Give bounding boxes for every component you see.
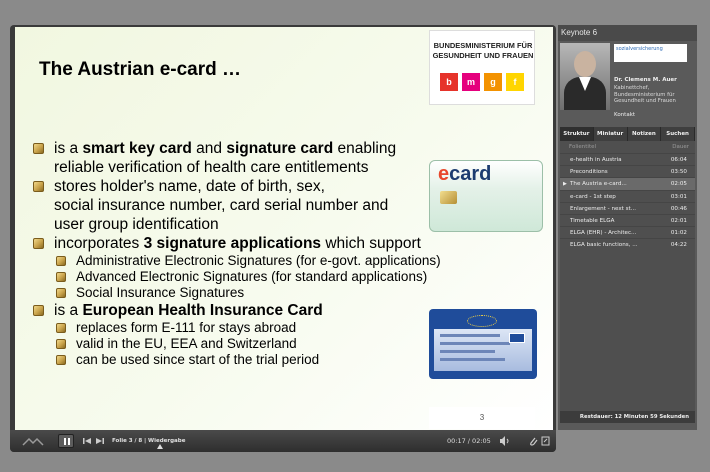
outline-row[interactable] bbox=[560, 190, 695, 202]
sidebar-title: Keynote 6 bbox=[558, 25, 697, 41]
ecard-image bbox=[429, 160, 543, 232]
eu-flag-icon bbox=[509, 333, 525, 343]
volume-icon[interactable] bbox=[499, 436, 509, 446]
outline-row-duration: 01:02 bbox=[670, 230, 687, 237]
bullet-item: is a smart key card and signature card enabling bbox=[33, 139, 441, 158]
outline-row[interactable] bbox=[560, 153, 695, 165]
bullet-item: Social Insurance Signatures bbox=[33, 285, 441, 301]
tab-struktur[interactable]: Struktur bbox=[560, 127, 594, 141]
player-controls bbox=[10, 430, 556, 452]
bullet-item: can be used since start of the trial period bbox=[33, 352, 441, 368]
outline-row[interactable] bbox=[560, 177, 695, 189]
outline-header-duration: Dauer bbox=[672, 144, 689, 150]
bullet-item: social insurance number, card serial number and bbox=[54, 197, 389, 214]
outline-row-duration: 04:22 bbox=[670, 242, 687, 249]
contact-link[interactable]: Kontakt bbox=[614, 112, 636, 118]
pause-button[interactable] bbox=[58, 434, 74, 448]
outline-row[interactable] bbox=[560, 238, 695, 250]
tab-miniatur[interactable]: Miniatur bbox=[594, 127, 628, 141]
outline-row-duration: 03:50 bbox=[670, 169, 687, 176]
bullet-item: reliable verification of health care entitlements bbox=[54, 159, 369, 176]
outline-row-duration: 02:01 bbox=[670, 217, 687, 224]
slide-canvas bbox=[15, 27, 553, 430]
sidebar-tabs bbox=[560, 127, 695, 141]
outline-header bbox=[560, 141, 695, 153]
outline-row-title: Timetable ELGA bbox=[570, 217, 615, 224]
bullet-square-icon bbox=[56, 355, 66, 365]
current-slide-arrow-icon: ▶ bbox=[563, 181, 567, 188]
outline-row-duration: 00:46 bbox=[670, 205, 687, 212]
bullet-item: is a European Health Insurance Card bbox=[33, 301, 441, 320]
slide-number: 3 bbox=[429, 407, 535, 429]
logo-letter-m: m bbox=[462, 73, 480, 91]
player-logo-icon bbox=[22, 437, 44, 446]
slide-title: The Austrian e-card … bbox=[39, 59, 242, 80]
outline-row-title: Preconditions bbox=[570, 169, 608, 176]
outline-row[interactable] bbox=[560, 214, 695, 226]
bullet-item: Advanced Electronic Signatures (for standard applications) bbox=[33, 269, 441, 285]
timeline-marker-icon[interactable] bbox=[157, 444, 163, 449]
next-slide-button[interactable] bbox=[96, 438, 104, 444]
speaker-photo bbox=[560, 43, 610, 110]
logo-letter-f: f bbox=[506, 73, 524, 91]
organisation-logo: sozialversicherung bbox=[614, 44, 687, 62]
bullet-item: incorporates 3 signature applications which support bbox=[33, 234, 441, 253]
outline-rows bbox=[560, 153, 695, 251]
bullet-square-icon bbox=[33, 143, 44, 154]
bullet-square-icon bbox=[56, 339, 66, 349]
bullet-square-icon bbox=[56, 256, 66, 266]
bullet-item: Administrative Electronic Signatures (for e-govt. applications) bbox=[33, 253, 441, 269]
playback-time: 00:17 / 02:05 bbox=[447, 437, 491, 445]
ministry-logo-text: BUNDESMINISTERIUM FÜR GESUNDHEIT UND FRAUEN bbox=[432, 41, 534, 60]
outline-row-title: e-card - 1st step bbox=[570, 193, 616, 200]
slide-outline bbox=[560, 141, 695, 421]
outline-row-duration: 02:05 bbox=[670, 181, 687, 188]
outline-row-duration: 06:04 bbox=[670, 157, 687, 163]
outline-row[interactable] bbox=[560, 165, 695, 177]
bullet-item: valid in the EU, EEA and Switzerland bbox=[33, 336, 441, 352]
outline-row[interactable] bbox=[560, 202, 695, 214]
tab-notizen[interactable]: Notizen bbox=[628, 127, 662, 141]
tab-suchen[interactable]: Suchen bbox=[661, 127, 695, 141]
outline-header-title: Folientitel bbox=[569, 144, 597, 150]
outline-row-title: Enlargement - next st... bbox=[570, 205, 637, 212]
outline-row-title: ELGA basic functions, ... bbox=[570, 242, 638, 249]
chip-icon bbox=[440, 191, 457, 204]
slide-position-info: Folie 3 / 8 | Wiedergabe bbox=[112, 438, 186, 444]
outline-row[interactable] bbox=[560, 226, 695, 238]
ehic-card-image bbox=[429, 309, 537, 379]
speaker-role: Kabinettchef, Bundesministerium für Gesundheit und Frauen bbox=[614, 85, 676, 104]
outline-row-title: ELGA (EHR) - Architec... bbox=[570, 230, 637, 237]
outline-row-title: e-health in Austria bbox=[570, 157, 622, 163]
speaker-name: Dr. Clemens M. Auer bbox=[614, 77, 677, 83]
bullet-square-icon bbox=[33, 181, 44, 192]
slide-bullet-list bbox=[33, 139, 441, 368]
bullet-item: stores holder's name, date of birth, sex, bbox=[33, 177, 441, 196]
fullscreen-icon[interactable] bbox=[541, 436, 550, 446]
outline-row-duration: 03:01 bbox=[670, 193, 687, 200]
bullet-square-icon bbox=[56, 288, 66, 298]
bullet-item: user group identification bbox=[54, 216, 219, 233]
bullet-square-icon bbox=[56, 272, 66, 282]
attachment-icon[interactable] bbox=[529, 436, 538, 446]
bullet-square-icon bbox=[33, 238, 44, 249]
logo-letter-b: b bbox=[440, 73, 458, 91]
bullet-item: replaces form E-111 for stays abroad bbox=[33, 320, 441, 336]
bullet-square-icon bbox=[56, 323, 66, 333]
ministry-logo-letters bbox=[440, 73, 524, 91]
previous-slide-button[interactable] bbox=[83, 438, 91, 444]
bullet-square-icon bbox=[33, 305, 44, 316]
eu-stars-icon bbox=[467, 315, 497, 327]
ministry-logo bbox=[429, 30, 535, 105]
outline-row-title: The Austria e-card... bbox=[570, 181, 627, 188]
ecard-logo: ecard bbox=[438, 163, 492, 185]
remaining-time: Restdauer: 12 Minuten 59 Sekunden bbox=[560, 411, 695, 423]
sidebar-panel bbox=[558, 25, 697, 430]
logo-letter-g: g bbox=[484, 73, 502, 91]
